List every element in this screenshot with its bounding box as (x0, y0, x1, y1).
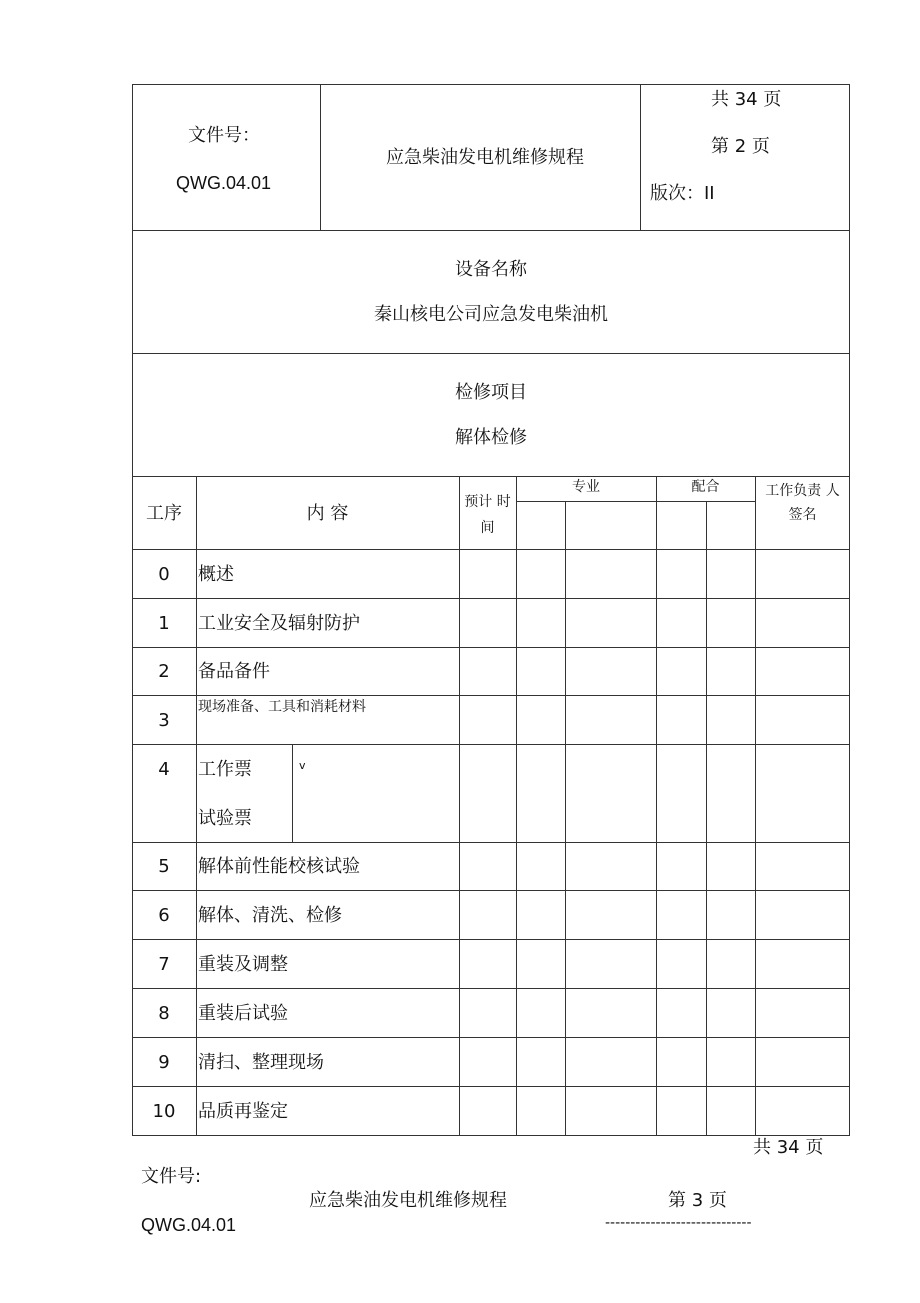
row-line (132, 1086, 850, 1087)
row-line (132, 988, 850, 989)
equipment-bottom-line (132, 353, 850, 354)
row-line (132, 842, 850, 843)
row-content: 重装及调整 (198, 954, 288, 975)
row-content-work-ticket: 工作票 (198, 759, 252, 780)
row-number: 6 (158, 905, 170, 926)
equipment-label: 设备名称 (455, 259, 527, 280)
col-line-spec-mid (565, 501, 566, 1136)
header-est-time-1: 预计 时 (464, 494, 511, 510)
header-divider-right (640, 84, 641, 231)
row-number: 1 (158, 613, 170, 634)
next-page-number: 第 3 页 (668, 1190, 727, 1211)
project-name: 解体检修 (455, 427, 527, 448)
row-number: 3 (158, 710, 170, 731)
header-bottom-line (132, 230, 850, 231)
next-doc-no-label: 文件号: (141, 1166, 202, 1187)
row-line (132, 695, 850, 696)
row-content: 备品备件 (198, 661, 270, 682)
equipment-name: 秦山核电公司应急发电柴油机 (374, 304, 608, 325)
row-content: 工业安全及辐射防护 (198, 613, 360, 634)
row-content: 清扫、整理现场 (198, 1052, 324, 1073)
row-content: 概述 (198, 564, 234, 585)
check-mark: v (299, 759, 306, 772)
project-label: 检修项目 (455, 382, 527, 403)
row-number: 2 (158, 661, 170, 682)
next-doc-title: 应急柴油发电机维修规程 (309, 1190, 507, 1211)
row-content: 解体、清洗、检修 (198, 905, 342, 926)
header-est-time-2: 间 (480, 520, 495, 536)
row-content-test-ticket: 试验票 (198, 808, 252, 829)
header-specialty: 专业 (572, 479, 600, 495)
header-content: 内 容 (306, 503, 349, 524)
row-number: 7 (158, 954, 170, 975)
row-line (132, 647, 850, 648)
doc-title: 应急柴油发电机维修规程 (386, 147, 584, 168)
header-step: 工序 (146, 503, 182, 524)
header-divider-left (320, 84, 321, 231)
row-content: 品质再鉴定 (198, 1101, 288, 1122)
row-line (132, 1037, 850, 1038)
row-line (132, 939, 850, 940)
project-bottom-line (132, 476, 850, 477)
total-pages: 共 34 页 (711, 89, 782, 110)
version: 版次：II (650, 183, 715, 204)
doc-no: QWG.04.01 (176, 173, 272, 193)
row-line (132, 890, 850, 891)
row-content: 现场准备、工具和消耗材料 (198, 699, 366, 715)
row-line (132, 744, 850, 745)
form-border (132, 84, 850, 1136)
row-number: 9 (158, 1052, 170, 1073)
header-sign-2: 签名 (788, 507, 817, 523)
row-content: 重装后试验 (198, 1003, 288, 1024)
dashed-separator: ----------------------------- (605, 1215, 752, 1231)
next-total-pages: 共 34 页 (753, 1137, 824, 1158)
header-cooperate: 配合 (691, 479, 720, 495)
row-number: 10 (152, 1101, 176, 1122)
row-number: 4 (158, 759, 170, 780)
page-number: 第 2 页 (711, 136, 770, 157)
row-line (132, 549, 850, 550)
header-sign-1: 工作负责 人 (765, 483, 840, 499)
doc-no-label: 文件号： (188, 125, 260, 146)
row-number: 5 (158, 856, 170, 877)
row-number: 8 (158, 1003, 170, 1024)
col-line-coop-mid (706, 501, 707, 1136)
row4-inner-line (292, 744, 293, 842)
row-line (132, 598, 850, 599)
subheader-line (516, 501, 755, 502)
next-doc-no: QWG.04.01 (141, 1215, 237, 1235)
row-content: 解体前性能校核试验 (198, 856, 360, 877)
row-number: 0 (158, 564, 170, 585)
